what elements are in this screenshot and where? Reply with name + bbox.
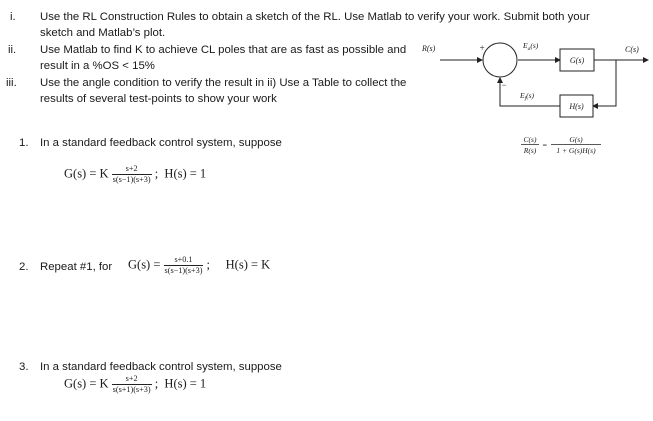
g-prefix: G(s) = K <box>64 376 109 391</box>
forward-block-label: G(s) <box>569 56 585 65</box>
input-label: R(s) <box>422 44 436 53</box>
problem-intro: In a standard feedback control system, suppose <box>40 361 282 373</box>
g-fraction <box>112 164 152 185</box>
problem-equation <box>128 255 270 276</box>
h-expression: ; H(s) = 1 <box>154 166 207 181</box>
tf-equals: = <box>542 141 548 150</box>
g-denominator: s(s−1)(s+3) <box>164 266 203 275</box>
problem-number: 1. <box>19 137 29 149</box>
problem-equation <box>64 164 206 185</box>
h-expression: ; H(s) = K <box>206 257 271 272</box>
g-prefix: G(s) = K <box>64 166 109 181</box>
instruction-line: Use the RL Construction Rules to obtain a sketch of the RL. Use Matlab to verify your work. Submit both your <box>40 11 590 23</box>
feedback-block-diagram <box>420 28 650 158</box>
problem-intro: Repeat #1, for <box>40 261 113 273</box>
feedback-block-label: H(s) <box>569 102 584 111</box>
g-denominator: s(s−1)(s+3) <box>112 175 151 184</box>
minus-sign: − <box>501 80 508 90</box>
tf-lhs-denominator: R(s) <box>523 146 537 155</box>
tf-lhs-numerator: C(s) <box>523 135 537 144</box>
tf-rhs-numerator: G(s) <box>569 135 583 144</box>
feedback-path-arrow <box>593 60 616 106</box>
problem-equation <box>64 374 206 395</box>
instruction-line: Use Matlab to find K to achieve CL poles that are as fast as possible and <box>40 44 407 56</box>
instruction-line: Use the angle condition to verify the result in ii) Use a Table to collect the <box>40 77 407 89</box>
g-prefix: G(s) = <box>128 257 161 272</box>
output-label: C(s) <box>625 45 639 54</box>
problem-number: 2. <box>19 261 29 273</box>
problem-intro: In a standard feedback control system, suppose <box>40 137 282 149</box>
summing-junction <box>483 43 517 77</box>
g-fraction <box>112 374 152 395</box>
plus-sign: + <box>479 43 486 53</box>
feedback-signal-label: $E_f(s)$ <box>520 91 535 102</box>
instruction-marker: i. <box>10 11 16 23</box>
g-denominator: s(s+1)(s+3) <box>112 385 151 394</box>
instruction-marker: iii. <box>6 77 17 89</box>
instruction-line: sketch and Matlab’s plot. <box>40 27 166 39</box>
problem-number: 3. <box>19 361 29 373</box>
instruction-line: result in a %OS < 15% <box>40 60 155 72</box>
g-fraction <box>164 255 204 276</box>
h-expression: ; H(s) = 1 <box>154 376 207 391</box>
instruction-line: results of several test-points to show your work <box>40 93 277 105</box>
tf-rhs-denominator: 1 + G(s)H(s) <box>556 146 596 155</box>
g-numerator: s+0.1 <box>164 255 204 266</box>
g-numerator: s+2 <box>112 164 152 175</box>
error-label: $E_a(s)$ <box>523 41 539 52</box>
instruction-marker: ii. <box>8 44 17 56</box>
g-numerator: s+2 <box>112 374 152 385</box>
